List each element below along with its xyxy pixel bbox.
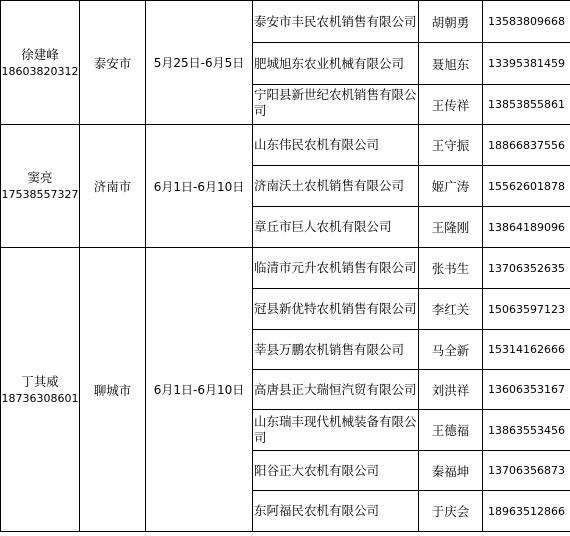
- phone-cell: 13853855861: [483, 85, 570, 125]
- phone-cell: 15063597123: [483, 289, 570, 330]
- date-range-cell: 6月1日-6月10日: [146, 248, 253, 532]
- company-cell: 章丘市巨人农机有限公司: [253, 207, 419, 248]
- table-row: [1, 1, 570, 43]
- company-cell: 冠县新优特农机销售有限公司: [253, 289, 419, 330]
- person-name: 徐建峰: [21, 46, 59, 62]
- phone-cell: 18963512866: [483, 491, 570, 532]
- phone-cell: 13583809668: [483, 1, 570, 43]
- person-name: 窦亮: [27, 170, 53, 185]
- person-phone: 18603820312: [1, 64, 79, 78]
- company-cell: 泰安市丰民农机销售有限公司: [253, 1, 419, 43]
- phone-cell: 13706356873: [483, 451, 570, 491]
- company-cell: 济南沃土农机销售有限公司: [253, 166, 419, 207]
- company-cell: 临清市元升农机销售有限公司: [253, 248, 419, 289]
- contact-cell: 刘洪祥: [419, 370, 483, 410]
- contact-cell: 王守振: [419, 125, 483, 166]
- date-range-cell: 5月25日-6月5日: [146, 1, 253, 125]
- person-name: 丁其威: [21, 373, 59, 389]
- contact-cell: 聂旭东: [419, 43, 483, 85]
- phone-cell: 15314162666: [483, 330, 570, 370]
- city-cell: 济南市: [80, 125, 146, 248]
- contact-cell: 王隆刚: [419, 207, 483, 248]
- phone-cell: 13395381459: [483, 43, 570, 85]
- city-cell: 泰安市: [80, 1, 146, 125]
- contact-cell: 秦福坤: [419, 451, 483, 491]
- contact-cell: 于庆会: [419, 491, 483, 532]
- company-cell: 肥城旭东农业机械有限公司: [253, 43, 419, 85]
- phone-cell: 13606353167: [483, 370, 570, 410]
- company-cell: 莘县万鹏农机销售有限公司: [253, 330, 419, 370]
- contact-cell: 姬广涛: [419, 166, 483, 207]
- table-row: [1, 248, 570, 289]
- company-cell: 宁阳县新世纪农机销售有限公司: [253, 85, 419, 125]
- company-cell: 阳谷正大农机有限公司: [253, 451, 419, 491]
- phone-cell: 18866837556: [483, 125, 570, 166]
- contact-cell: 王传祥: [419, 85, 483, 125]
- contact-cell: 胡朝勇: [419, 1, 483, 43]
- phone-cell: 13863553456: [483, 410, 570, 451]
- contact-cell: 张书生: [419, 248, 483, 289]
- contact-cell: 李红关: [419, 289, 483, 330]
- person-cell: [1, 1, 80, 125]
- phone-cell: 13864189096: [483, 207, 570, 248]
- person-phone: 17538557327: [1, 188, 79, 201]
- company-cell: 高唐县正大瑞恒汽贸有限公司: [253, 370, 419, 410]
- company-cell: 山东瑞丰现代机械装备有限公司: [253, 410, 419, 451]
- person-phone: 18736308601: [1, 391, 79, 405]
- person-cell: [1, 125, 80, 248]
- contact-cell: 王德福: [419, 410, 483, 451]
- phone-cell: 13706352635: [483, 248, 570, 289]
- person-cell: [1, 248, 80, 532]
- contact-cell: 马全新: [419, 330, 483, 370]
- table-row: [1, 125, 570, 166]
- company-cell: 东阿福民农机有限公司: [253, 491, 419, 532]
- city-cell: 聊城市: [80, 248, 146, 532]
- company-cell: 山东伟民农机有限公司: [253, 125, 419, 166]
- date-range-cell: 6月1日-6月10日: [146, 125, 253, 248]
- phone-cell: 15562601878: [483, 166, 570, 207]
